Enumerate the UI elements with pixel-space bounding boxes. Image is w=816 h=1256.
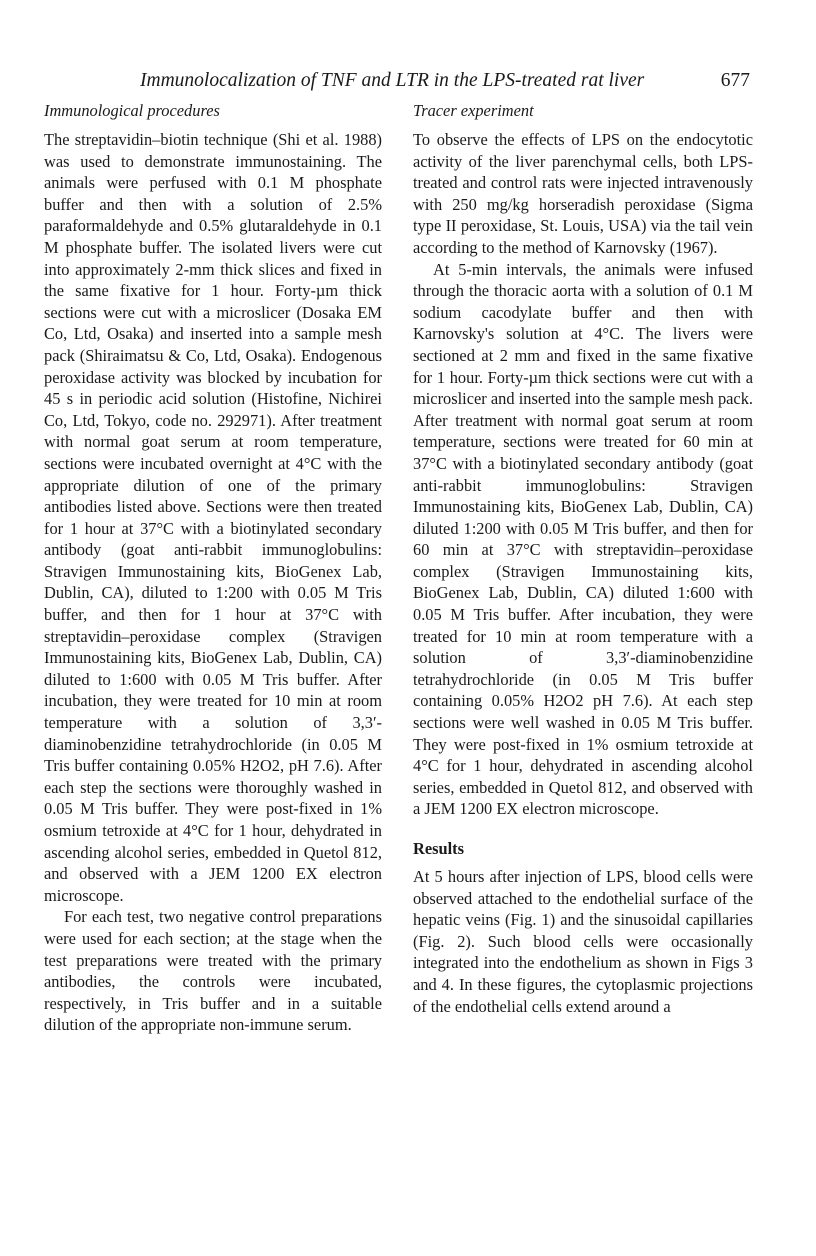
immunological-procedures-heading: Immunological procedures bbox=[44, 101, 220, 120]
results-paragraph: At 5 hours after injection of LPS, blood cells were observed attached to the endothelial surface of the hepatic veins (Fig. 1) and the sinusoidal capillaries (Fig. 2). Such blood cells were occasionally integrated into the endothelium as shown in Figs 3 and 4. In these figures, the cytoplasmic projections of the endothelial cells extend around a bbox=[413, 867, 753, 1016]
negative-control-paragraph: For each test, two negative control preparations were used for each section; at the stage when the test preparations were treated with the primary antibodies, the controls were incubated, respectively, in Tris buffer and in a suitable dilution of the appropriate non-immune serum. bbox=[44, 907, 382, 1035]
page-header bbox=[140, 70, 750, 96]
tracer-experiment-heading: Tracer experiment bbox=[413, 101, 534, 120]
running-title: Immunolocalization of TNF and LTR in the LPS-treated rat liver bbox=[140, 70, 645, 91]
immunological-procedures-paragraph: The streptavidin–biotin technique (Shi et al. 1988) was used to demonstrate immunostaining. The animals were perfused with 0.1 M phosphate buffer and then with a solution of 2.5% paraformaldehyde and 0.5% glutaraldehyde in 0.1 M phosphate buffer. The isolated livers were cut into approximately 2-mm thick slices and fixed in the same fixative for 1 hour. Forty-µm thick sections were cut with a microslicer (Dosaka EM Co, Ltd, Osaka) and inserted into a sample mesh pack (Shiraimatsu & Co, Ltd, Osaka). Endogenous peroxidase activity was blocked by incubation for 45 s in periodic acid solution (Histofine, Nichirei Co, Ltd, Tokyo, code no. 292971). After treatment with normal goat serum at room temperature, sections were incubated overnight at 4°C with the appropriate dilution of one of the primary antibodies listed above. Sections were then treated for 1 hour at 37°C with a biotinylated secondary antibody (goat anti-rabbit immunoglobulins: Stravigen Immunostaining kits, BioGenex Lab, Dublin, CA), diluted to 1:200 with 0.05 M Tris buffer, and then for 1 hour at 37°C with streptavidin–peroxidase complex (Stravigen Immunostaining kits, BioGenex Lab, Dublin, CA) diluted to 1:600 with 0.05 M Tris buffer. After incubation, they were treated for 10 min at room temperature with a solution of 3,3′-diaminobenzidine tetrahydrochloride (in 0.05 M Tris buffer containing 0.05% H2O2, pH 7.6). After each step the sections were thoroughly washed in 0.05 M Tris buffer. They were post-fixed in 1% osmium tetroxide at 4°C for 1 hour, dehydrated in ascending alcohol series, embedded in Quetol 812, and observed with a JEM 1200 EX electron microscope. bbox=[44, 130, 382, 905]
right-column bbox=[413, 100, 753, 1017]
tracer-paragraph-2: At 5-min intervals, the animals were infused through the thoracic aorta with a solution of 0.1 M sodium cacodylate buffer and then with Karnovsky's solution at 4°C. The livers were sectioned at 2 mm and fixed in the same fixative for 1 hour. Forty-µm thick sections were cut with a microslicer and inserted into the sample mesh pack. After treatment with normal goat serum at room temperature, sections were treated for 60 min at 37°C with a biotinylated secondary antibody (goat anti-rabbit immunoglobulins: Stravigen Immunostaining kits, BioGenex Lab, Dublin, CA) diluted 1:200 with 0.05 M Tris buffer, and then for 60 min at 37°C with streptavidin–peroxidase complex (Stravigen Immunostaining kits, BioGenex Lab, Dublin, CA) diluted 1:600 with 0.05 M Tris buffer. After incubation, they were treated for 10 min at room temperature with a solution of 3,3′-diaminobenzidine tetrahydrochloride (in 0.05 M Tris buffer containing 0.05% H2O2 pH 7.6). At each step sections were well washed in 0.05 M Tris buffer. They were post-fixed in 1% osmium tetroxide at 4°C for 1 hour, dehydrated in ascending alcohol series, embedded in Quetol 812, and observed with a JEM 1200 EX electron microscope. bbox=[413, 259, 753, 819]
page-number: 677 bbox=[720, 70, 750, 91]
results-heading: Results bbox=[413, 839, 464, 858]
tracer-paragraph-1: To observe the effects of LPS on the endocytotic activity of the liver parenchymal cells, both LPS-treated and control rats were injected intravenously with 250 mg/kg horseradish peroxidase (Sigma type II peroxidase, St. Louis, USA) via the tail vein according to the method of Karnovsky (1967). bbox=[413, 130, 753, 257]
left-column bbox=[44, 100, 382, 1036]
